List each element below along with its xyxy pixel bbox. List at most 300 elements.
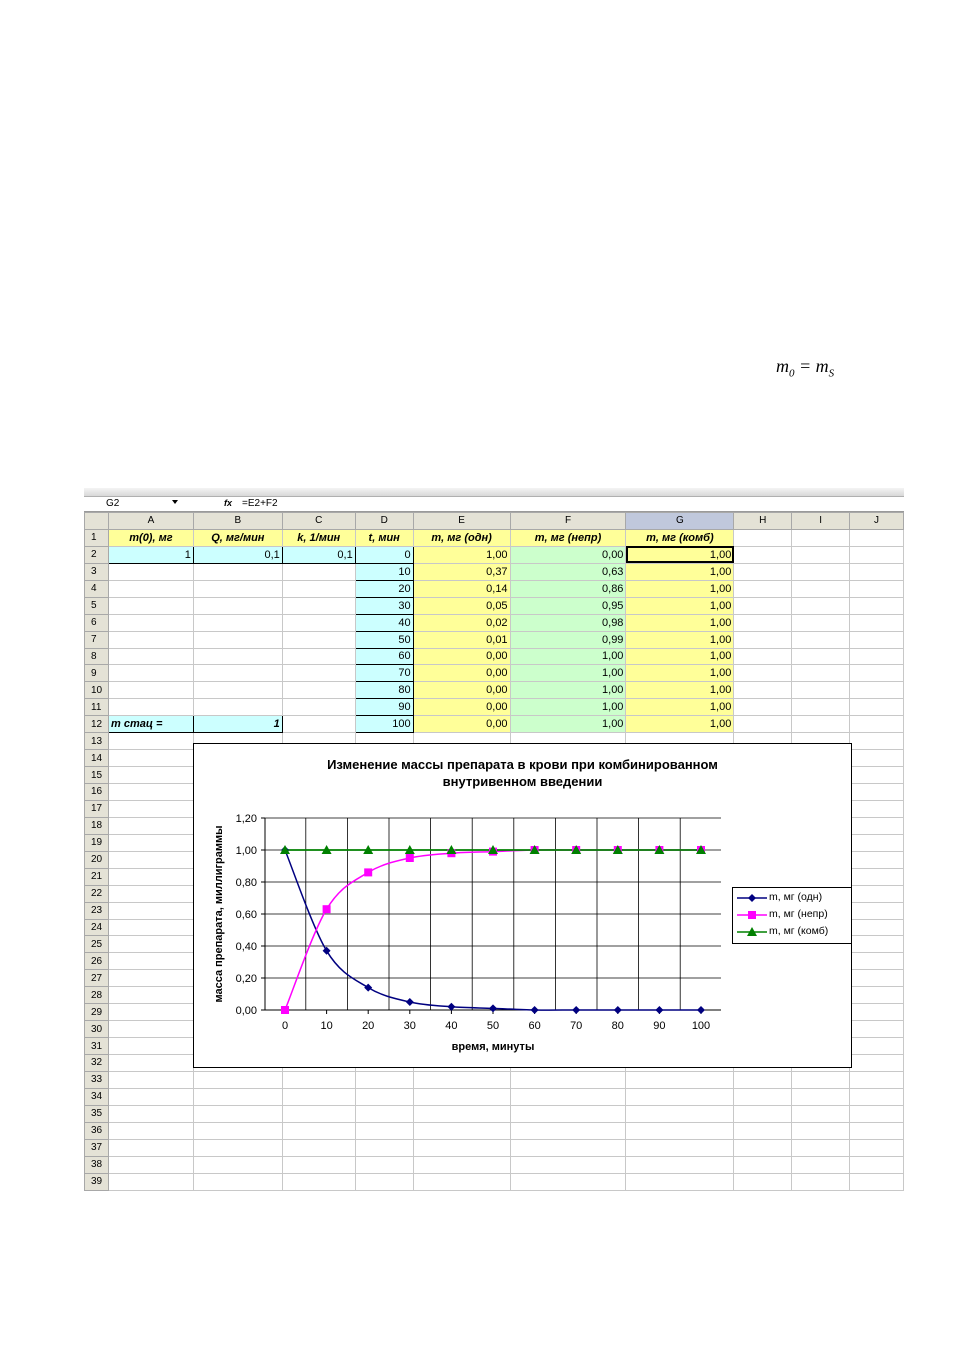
cell[interactable] bbox=[108, 699, 193, 716]
cell[interactable] bbox=[850, 919, 904, 936]
cell[interactable] bbox=[193, 665, 282, 682]
cell[interactable] bbox=[850, 529, 904, 546]
cell[interactable] bbox=[193, 1122, 282, 1139]
cell[interactable] bbox=[510, 1088, 626, 1105]
cell[interactable] bbox=[108, 851, 193, 868]
cell-mass-nepr[interactable]: 0,86 bbox=[510, 580, 626, 597]
x-tick-label: 30 bbox=[403, 1020, 416, 1032]
cell[interactable] bbox=[282, 1071, 355, 1088]
cell-time[interactable]: 0 bbox=[355, 546, 413, 563]
cell[interactable] bbox=[355, 1088, 413, 1105]
cell[interactable] bbox=[734, 1173, 792, 1190]
row-header[interactable]: 9 bbox=[85, 665, 109, 682]
cell[interactable] bbox=[282, 1173, 355, 1190]
cell-time[interactable]: 90 bbox=[355, 699, 413, 716]
row-header[interactable]: 21 bbox=[85, 868, 109, 885]
cell[interactable] bbox=[413, 1156, 510, 1173]
row-header[interactable]: 32 bbox=[85, 1055, 109, 1072]
cell[interactable] bbox=[108, 834, 193, 851]
cell[interactable] bbox=[355, 1173, 413, 1190]
cell[interactable] bbox=[282, 1122, 355, 1139]
cell[interactable] bbox=[108, 970, 193, 987]
row-header[interactable]: 13 bbox=[85, 733, 109, 750]
series-odn-point bbox=[364, 984, 372, 992]
column-title-g[interactable]: m, мг (комб) bbox=[626, 529, 734, 546]
cell[interactable] bbox=[108, 1021, 193, 1038]
cell-mass-komb[interactable]: 1,00 bbox=[626, 614, 734, 631]
column-title-b[interactable]: Q, мг/мин bbox=[193, 529, 282, 546]
cell[interactable] bbox=[282, 682, 355, 699]
cell[interactable] bbox=[282, 631, 355, 648]
cell[interactable] bbox=[282, 1088, 355, 1105]
cell[interactable] bbox=[108, 987, 193, 1004]
cell-mass-nepr[interactable]: 1,00 bbox=[510, 665, 626, 682]
cell[interactable] bbox=[108, 750, 193, 767]
row-header[interactable]: 11 bbox=[85, 699, 109, 716]
cell[interactable] bbox=[413, 1105, 510, 1122]
cell[interactable] bbox=[850, 750, 904, 767]
cell[interactable] bbox=[850, 563, 904, 580]
cell[interactable] bbox=[108, 682, 193, 699]
cell[interactable] bbox=[792, 529, 850, 546]
series-odn-point bbox=[406, 998, 414, 1006]
cell[interactable] bbox=[850, 1122, 904, 1139]
cell[interactable] bbox=[850, 987, 904, 1004]
row-header[interactable]: 18 bbox=[85, 817, 109, 834]
row-header[interactable]: 39 bbox=[85, 1173, 109, 1190]
cell[interactable] bbox=[510, 1173, 626, 1190]
cell[interactable] bbox=[850, 648, 904, 665]
cell-mass-komb[interactable]: 1,00 bbox=[626, 546, 734, 563]
cell-mass-komb[interactable]: 1,00 bbox=[626, 631, 734, 648]
cell-mass-odn[interactable]: 0,02 bbox=[413, 614, 510, 631]
row-header[interactable]: 20 bbox=[85, 851, 109, 868]
cell[interactable] bbox=[108, 648, 193, 665]
cell[interactable] bbox=[282, 597, 355, 614]
row-header[interactable]: 6 bbox=[85, 614, 109, 631]
x-tick-label: 70 bbox=[570, 1020, 583, 1032]
cell[interactable] bbox=[355, 1139, 413, 1156]
legend-item-odn: m, мг (одн) bbox=[737, 890, 851, 906]
cell[interactable] bbox=[413, 1122, 510, 1139]
row-header[interactable]: 24 bbox=[85, 919, 109, 936]
cell-mass-nepr[interactable]: 0,63 bbox=[510, 563, 626, 580]
cell[interactable] bbox=[108, 1004, 193, 1021]
cell[interactable] bbox=[282, 580, 355, 597]
row-header[interactable]: 36 bbox=[85, 1122, 109, 1139]
cell[interactable] bbox=[850, 546, 904, 563]
cell-mass-odn[interactable]: 0,00 bbox=[413, 699, 510, 716]
cell[interactable] bbox=[850, 767, 904, 784]
cell[interactable] bbox=[282, 1105, 355, 1122]
column-header-b[interactable]: B bbox=[193, 513, 282, 530]
row-header[interactable]: 2 bbox=[85, 546, 109, 563]
cell[interactable] bbox=[734, 665, 792, 682]
cell-mass-odn[interactable]: 0,00 bbox=[413, 648, 510, 665]
cell-mstat-value[interactable]: 1 bbox=[193, 716, 282, 733]
row-header[interactable]: 22 bbox=[85, 885, 109, 902]
cell-time[interactable]: 20 bbox=[355, 580, 413, 597]
cell[interactable] bbox=[413, 1139, 510, 1156]
cell[interactable] bbox=[282, 1139, 355, 1156]
cell[interactable] bbox=[792, 614, 850, 631]
cell[interactable] bbox=[355, 1122, 413, 1139]
cell[interactable] bbox=[193, 563, 282, 580]
row-header[interactable]: 30 bbox=[85, 1021, 109, 1038]
cell[interactable] bbox=[510, 1105, 626, 1122]
cell[interactable] bbox=[108, 1071, 193, 1088]
cell-time[interactable]: 40 bbox=[355, 614, 413, 631]
cell[interactable] bbox=[108, 1105, 193, 1122]
spreadsheet bbox=[84, 488, 904, 1188]
cell-mass-nepr[interactable]: 1,00 bbox=[510, 648, 626, 665]
column-header-i[interactable]: I bbox=[792, 513, 850, 530]
cell[interactable] bbox=[792, 1088, 850, 1105]
column-header-a[interactable]: A bbox=[108, 513, 193, 530]
column-title-c[interactable]: k, 1/мин bbox=[282, 529, 355, 546]
cell[interactable] bbox=[355, 1156, 413, 1173]
cell[interactable] bbox=[108, 1055, 193, 1072]
column-header-f[interactable]: F bbox=[510, 513, 626, 530]
cell[interactable] bbox=[108, 817, 193, 834]
row-header[interactable]: 8 bbox=[85, 648, 109, 665]
cell-mass-odn[interactable]: 0,00 bbox=[413, 682, 510, 699]
column-header-g[interactable]: G bbox=[626, 513, 734, 530]
row-header[interactable]: 1 bbox=[85, 529, 109, 546]
cell[interactable] bbox=[792, 1105, 850, 1122]
cell-mass-odn[interactable]: 0,14 bbox=[413, 580, 510, 597]
cell[interactable] bbox=[282, 716, 355, 733]
cell[interactable] bbox=[850, 784, 904, 801]
cell[interactable] bbox=[734, 631, 792, 648]
cell-mass-nepr[interactable]: 0,00 bbox=[510, 546, 626, 563]
cell[interactable] bbox=[850, 631, 904, 648]
cell[interactable] bbox=[193, 1071, 282, 1088]
formula-bar bbox=[84, 497, 904, 512]
cell[interactable] bbox=[282, 614, 355, 631]
fx-icon[interactable]: fx bbox=[224, 498, 233, 508]
cell[interactable] bbox=[734, 546, 792, 563]
cell[interactable] bbox=[108, 1173, 193, 1190]
cell[interactable] bbox=[108, 767, 193, 784]
row-header[interactable]: 15 bbox=[85, 767, 109, 784]
y-tick-label: 0,80 bbox=[235, 877, 257, 889]
cell-time[interactable]: 60 bbox=[355, 648, 413, 665]
cell[interactable] bbox=[850, 665, 904, 682]
cell[interactable] bbox=[850, 800, 904, 817]
cell[interactable] bbox=[193, 682, 282, 699]
cell-mass-nepr[interactable]: 1,00 bbox=[510, 716, 626, 733]
cell-mstat-label[interactable]: m стац = bbox=[108, 716, 193, 733]
cell[interactable] bbox=[734, 1122, 792, 1139]
row-header[interactable]: 12 bbox=[85, 716, 109, 733]
row-header[interactable]: 3 bbox=[85, 563, 109, 580]
cell[interactable] bbox=[626, 1156, 734, 1173]
cell[interactable] bbox=[792, 648, 850, 665]
cell[interactable] bbox=[413, 1071, 510, 1088]
cell-time[interactable]: 10 bbox=[355, 563, 413, 580]
cell[interactable] bbox=[108, 614, 193, 631]
row-header[interactable]: 35 bbox=[85, 1105, 109, 1122]
cell[interactable] bbox=[850, 970, 904, 987]
formula-input[interactable]: =E2+F2 bbox=[242, 498, 278, 509]
cell-mass-komb[interactable]: 1,00 bbox=[626, 682, 734, 699]
cell[interactable] bbox=[282, 648, 355, 665]
cell[interactable] bbox=[792, 1071, 850, 1088]
cell[interactable] bbox=[792, 682, 850, 699]
cell[interactable] bbox=[792, 631, 850, 648]
cell[interactable] bbox=[510, 1156, 626, 1173]
cell[interactable] bbox=[850, 682, 904, 699]
x-tick-label: 10 bbox=[320, 1020, 333, 1032]
cell[interactable] bbox=[108, 919, 193, 936]
cell-mass-odn[interactable]: 0,37 bbox=[413, 563, 510, 580]
cell-time[interactable]: 80 bbox=[355, 682, 413, 699]
cell[interactable] bbox=[193, 631, 282, 648]
cell[interactable] bbox=[734, 563, 792, 580]
row-header[interactable]: 5 bbox=[85, 597, 109, 614]
cell[interactable] bbox=[108, 631, 193, 648]
cell[interactable] bbox=[734, 699, 792, 716]
row-header[interactable]: 14 bbox=[85, 750, 109, 767]
cell[interactable] bbox=[850, 953, 904, 970]
cell-mass-odn[interactable]: 0,00 bbox=[413, 665, 510, 682]
cell[interactable] bbox=[510, 1139, 626, 1156]
row-header[interactable]: 10 bbox=[85, 682, 109, 699]
cell[interactable] bbox=[626, 1122, 734, 1139]
cell[interactable] bbox=[850, 936, 904, 953]
cell-time[interactable]: 70 bbox=[355, 665, 413, 682]
cell[interactable] bbox=[734, 614, 792, 631]
cell-mass-komb[interactable]: 1,00 bbox=[626, 648, 734, 665]
cell[interactable] bbox=[108, 953, 193, 970]
row-header[interactable]: 17 bbox=[85, 800, 109, 817]
cell[interactable] bbox=[510, 1071, 626, 1088]
cell[interactable] bbox=[734, 716, 792, 733]
cell[interactable] bbox=[850, 885, 904, 902]
row-header[interactable]: 33 bbox=[85, 1071, 109, 1088]
cell[interactable] bbox=[626, 1088, 734, 1105]
cell[interactable] bbox=[282, 665, 355, 682]
cell[interactable] bbox=[108, 784, 193, 801]
column-header-c[interactable]: C bbox=[282, 513, 355, 530]
cell[interactable] bbox=[193, 1088, 282, 1105]
cell[interactable] bbox=[193, 1173, 282, 1190]
column-header-d[interactable]: D bbox=[355, 513, 413, 530]
cell[interactable] bbox=[850, 1021, 904, 1038]
row-header[interactable]: 7 bbox=[85, 631, 109, 648]
cell[interactable] bbox=[108, 597, 193, 614]
row-header[interactable]: 38 bbox=[85, 1156, 109, 1173]
cell[interactable] bbox=[850, 834, 904, 851]
cell-mass-nepr[interactable]: 1,00 bbox=[510, 699, 626, 716]
cell[interactable] bbox=[792, 546, 850, 563]
cell[interactable] bbox=[282, 1156, 355, 1173]
cell[interactable] bbox=[850, 597, 904, 614]
row-header[interactable]: 31 bbox=[85, 1038, 109, 1055]
cell[interactable] bbox=[626, 1139, 734, 1156]
cell[interactable] bbox=[792, 597, 850, 614]
cell[interactable] bbox=[850, 902, 904, 919]
cell[interactable] bbox=[734, 1139, 792, 1156]
cell[interactable] bbox=[108, 800, 193, 817]
cell[interactable] bbox=[734, 597, 792, 614]
column-header-e[interactable]: E bbox=[413, 513, 510, 530]
column-title-d[interactable]: t, мин bbox=[355, 529, 413, 546]
cell[interactable] bbox=[108, 733, 193, 750]
cell[interactable] bbox=[792, 1139, 850, 1156]
cell[interactable] bbox=[850, 1105, 904, 1122]
row-header[interactable]: 19 bbox=[85, 834, 109, 851]
cell-time[interactable]: 50 bbox=[355, 631, 413, 648]
cell[interactable] bbox=[626, 1173, 734, 1190]
cell[interactable] bbox=[282, 563, 355, 580]
cell[interactable] bbox=[850, 699, 904, 716]
cell[interactable] bbox=[193, 597, 282, 614]
cell-mass-komb[interactable]: 1,00 bbox=[626, 665, 734, 682]
column-header-j[interactable]: J bbox=[850, 513, 904, 530]
row-header[interactable]: 16 bbox=[85, 784, 109, 801]
cell[interactable] bbox=[850, 868, 904, 885]
cell[interactable] bbox=[850, 1088, 904, 1105]
series-odn-point bbox=[489, 1004, 497, 1012]
cell-mass-komb[interactable]: 1,00 bbox=[626, 699, 734, 716]
cell[interactable] bbox=[850, 1004, 904, 1021]
cell-q[interactable]: 0,1 bbox=[193, 546, 282, 563]
select-all-corner[interactable] bbox=[85, 513, 109, 530]
cell[interactable] bbox=[108, 563, 193, 580]
cell[interactable] bbox=[792, 1156, 850, 1173]
cell[interactable] bbox=[193, 580, 282, 597]
cell[interactable] bbox=[626, 1105, 734, 1122]
cell[interactable] bbox=[355, 1105, 413, 1122]
cell-mass-komb[interactable]: 1,00 bbox=[626, 580, 734, 597]
cell[interactable] bbox=[792, 1122, 850, 1139]
cell[interactable] bbox=[626, 1071, 734, 1088]
cell[interactable] bbox=[792, 699, 850, 716]
cell[interactable] bbox=[850, 817, 904, 834]
cell[interactable] bbox=[108, 580, 193, 597]
cell-mass-odn[interactable]: 0,00 bbox=[413, 716, 510, 733]
cell-mass-nepr[interactable]: 0,98 bbox=[510, 614, 626, 631]
cell-mass-komb[interactable]: 1,00 bbox=[626, 597, 734, 614]
cell[interactable] bbox=[510, 1122, 626, 1139]
name-box[interactable]: G2 bbox=[106, 498, 120, 509]
cell-mass-odn[interactable]: 1,00 bbox=[413, 546, 510, 563]
cell-mass-komb[interactable]: 1,00 bbox=[626, 716, 734, 733]
cell[interactable] bbox=[108, 665, 193, 682]
column-title-a[interactable]: m(0), мг bbox=[108, 529, 193, 546]
chevron-down-icon[interactable] bbox=[172, 500, 178, 504]
cell-time[interactable]: 100 bbox=[355, 716, 413, 733]
cell[interactable] bbox=[413, 1088, 510, 1105]
row-header[interactable]: 34 bbox=[85, 1088, 109, 1105]
row-header[interactable]: 29 bbox=[85, 1004, 109, 1021]
cell-k[interactable]: 0,1 bbox=[282, 546, 355, 563]
cell[interactable] bbox=[108, 1088, 193, 1105]
row-header[interactable]: 37 bbox=[85, 1139, 109, 1156]
cell[interactable] bbox=[193, 699, 282, 716]
cell[interactable] bbox=[108, 902, 193, 919]
cell[interactable] bbox=[355, 1071, 413, 1088]
cell[interactable] bbox=[108, 868, 193, 885]
cell[interactable] bbox=[850, 1139, 904, 1156]
cell[interactable] bbox=[108, 885, 193, 902]
cell-mass-nepr[interactable]: 1,00 bbox=[510, 682, 626, 699]
cell-mass-nepr[interactable]: 0,99 bbox=[510, 631, 626, 648]
row-header[interactable]: 4 bbox=[85, 580, 109, 597]
cell[interactable] bbox=[792, 716, 850, 733]
cell[interactable] bbox=[734, 580, 792, 597]
cell[interactable] bbox=[734, 1156, 792, 1173]
cell[interactable] bbox=[734, 1105, 792, 1122]
cell[interactable] bbox=[734, 682, 792, 699]
row-header[interactable]: 26 bbox=[85, 953, 109, 970]
row-header[interactable]: 23 bbox=[85, 902, 109, 919]
cell[interactable] bbox=[850, 1156, 904, 1173]
y-tick-label: 0,00 bbox=[235, 1005, 257, 1017]
cell[interactable] bbox=[734, 1088, 792, 1105]
column-header-h[interactable]: H bbox=[734, 513, 792, 530]
cell[interactable] bbox=[734, 1071, 792, 1088]
x-axis-label: время, минуты bbox=[451, 1041, 535, 1053]
cell[interactable] bbox=[108, 1038, 193, 1055]
cell[interactable] bbox=[193, 648, 282, 665]
cell[interactable] bbox=[850, 1038, 904, 1055]
cell[interactable] bbox=[792, 665, 850, 682]
cell[interactable] bbox=[850, 733, 904, 750]
y-tick-label: 0,20 bbox=[235, 973, 257, 985]
cell[interactable] bbox=[792, 1173, 850, 1190]
cell[interactable] bbox=[850, 614, 904, 631]
cell[interactable] bbox=[413, 1173, 510, 1190]
cell[interactable] bbox=[193, 1139, 282, 1156]
cell[interactable] bbox=[734, 648, 792, 665]
x-tick-label: 100 bbox=[691, 1020, 711, 1032]
cell[interactable] bbox=[850, 1071, 904, 1088]
cell[interactable] bbox=[792, 580, 850, 597]
cell[interactable] bbox=[193, 1105, 282, 1122]
row-header[interactable]: 27 bbox=[85, 970, 109, 987]
column-title-e[interactable]: m, мг (одн) bbox=[413, 529, 510, 546]
cell[interactable] bbox=[108, 1139, 193, 1156]
chart[interactable] bbox=[193, 743, 852, 1068]
cell-mass-nepr[interactable]: 0,95 bbox=[510, 597, 626, 614]
cell[interactable] bbox=[850, 1173, 904, 1190]
cell[interactable] bbox=[282, 699, 355, 716]
row-header[interactable]: 25 bbox=[85, 936, 109, 953]
cell-m0[interactable]: 1 bbox=[108, 546, 193, 563]
cell[interactable] bbox=[108, 1122, 193, 1139]
cell-time[interactable]: 30 bbox=[355, 597, 413, 614]
cell-mass-odn[interactable]: 0,05 bbox=[413, 597, 510, 614]
cell[interactable] bbox=[108, 1156, 193, 1173]
cell[interactable] bbox=[734, 529, 792, 546]
cell[interactable] bbox=[850, 580, 904, 597]
x-tick-label: 90 bbox=[653, 1020, 666, 1032]
cell[interactable] bbox=[792, 563, 850, 580]
cell[interactable] bbox=[850, 716, 904, 733]
cell-mass-komb[interactable]: 1,00 bbox=[626, 563, 734, 580]
row-header[interactable]: 28 bbox=[85, 987, 109, 1004]
column-title-f[interactable]: m, мг (непр) bbox=[510, 529, 626, 546]
cell[interactable] bbox=[850, 851, 904, 868]
cell[interactable] bbox=[193, 1156, 282, 1173]
cell[interactable] bbox=[193, 614, 282, 631]
cell[interactable] bbox=[108, 936, 193, 953]
cell[interactable] bbox=[850, 1055, 904, 1072]
cell-mass-odn[interactable]: 0,01 bbox=[413, 631, 510, 648]
